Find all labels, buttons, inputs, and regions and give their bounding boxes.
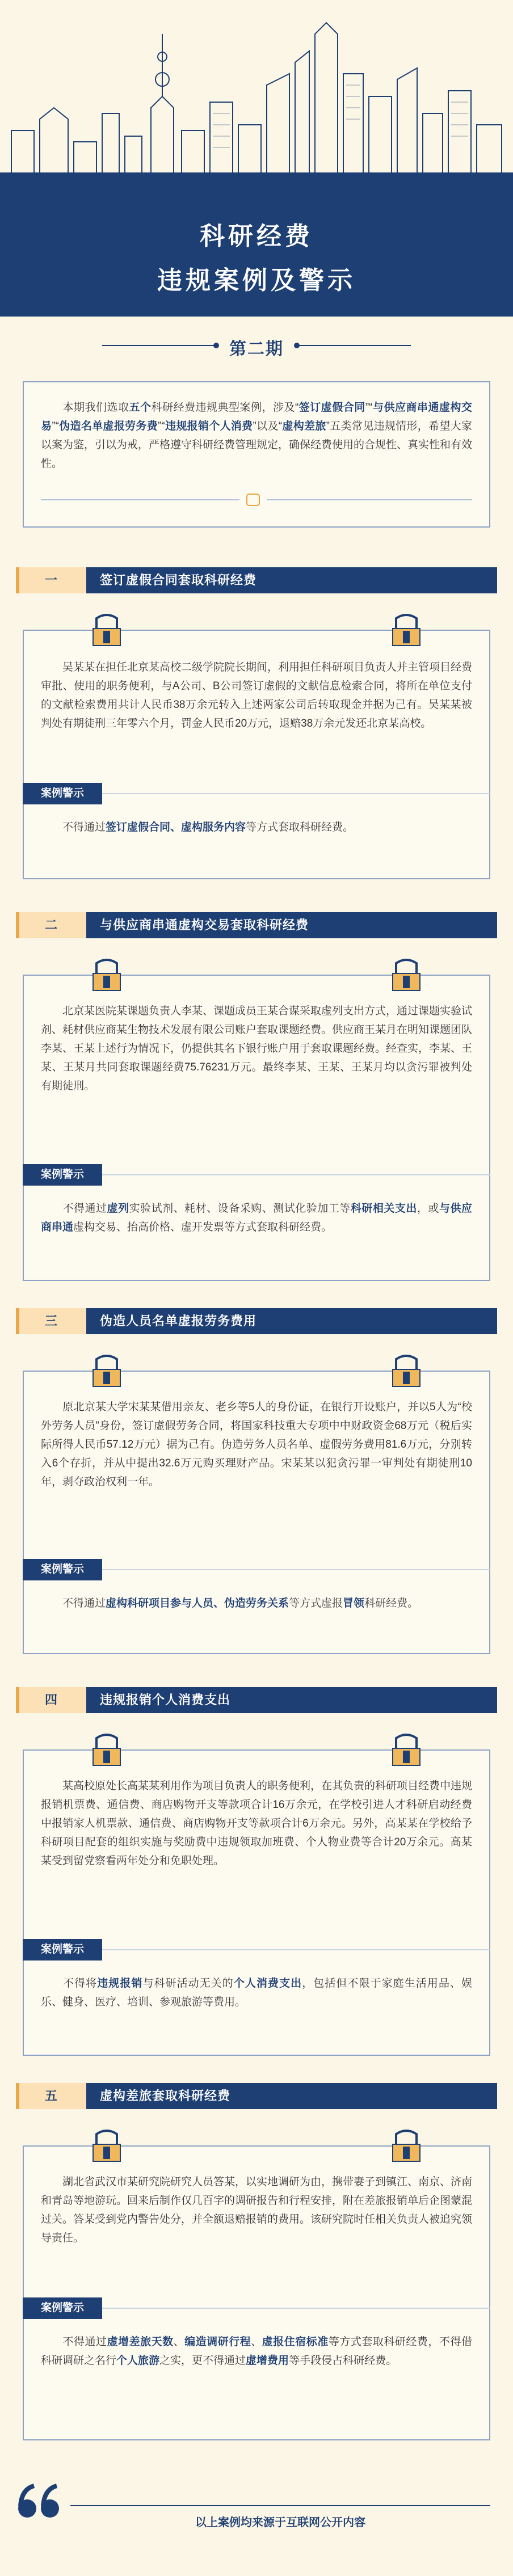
warning-tag: 案例警示: [23, 1939, 102, 1961]
binder-clip-icon: [390, 2130, 422, 2165]
section-2-case-text: 北京某医院某课题负责人李某、课题成员王某合谋采取虚列支出方式，通过课题实验试剂、耗材供应商某生物技术发展有限公司账户套取课题经费。供应商王某月在明知课题团队李某、王某上述行为情况下，仍提供其名下银行账户用于套取课题经费。经查实，李某、王某、王某月共同套取课题经费75.76231万元。最终李某、王某、王某月均以贪污罪被判处有期徒刑。: [41, 1005, 473, 1092]
section-4-header: [16, 1687, 497, 1713]
section-3-warning-header: [23, 1559, 490, 1580]
section-3-case-text: 原北京某大学宋某某借用亲友、老乡等5人的身份证，在银行开设账户，并以5人为“校外劳务人员”身份，签订虚假劳务合同，将国家科技重大专项中中财政资金68万元（税后实际所得人民币57.12万元）据为己有。伪造劳务人员名单、虚假劳务费用81.6万元，分别转入6个存折，并从中提出32.6万元购买理财产品。宋某某以犯贪污罪一审判处有期徒刑10年，剥夺政治权利一年。: [41, 1401, 472, 1488]
section-3-number: 三: [44, 1314, 57, 1328]
section-3-header: [16, 1308, 497, 1334]
binder-clip-icon: [390, 959, 422, 994]
section-1-warning-header: [23, 783, 490, 804]
warning-tag: 案例警示: [23, 1164, 102, 1186]
section-1-warning-text: 不得通过签订虚假合同、虚构服务内容等方式套取科研经费。: [62, 821, 354, 833]
binder-clip-icon: [390, 614, 422, 649]
section-4-title: 违规报销个人消费支出: [100, 1693, 231, 1707]
section-5-warning-text: 不得通过虚增差旅天数、编造调研行程、虚报住宿标准等方式套取科研经费，不得借科研调研之名行个人旅游之实，更不得通过虚增费用等手段侵占科研经费。: [41, 2336, 472, 2367]
section-2-warning-header: [23, 1164, 490, 1186]
section-4-warning-header: [23, 1939, 490, 1961]
intro-text: 本期我们选取五个科研经费违规典型案例，涉及“签订虚假合同”“与供应商串通虚构交易”“伪造名单虚报劳务费”“违规报销个人消费”以及“虚构差旅”五类常见违规情形，希望大家以案为鉴，引以为戒，严格遵守科研经费管理规定，确保经费使用的合规性、真实性和有效性。: [41, 402, 473, 470]
section-3-warning-text: 不得通过虚构科研项目参与人员、伪造劳务关系等方式虚报冒领科研经费。: [62, 1597, 419, 1609]
section-5-header: [16, 2083, 497, 2109]
binder-clip-icon: [91, 1734, 123, 1769]
footer-divider: [70, 2505, 490, 2506]
warning-tag: 案例警示: [23, 1559, 102, 1580]
page-title-line1: 科研经费: [200, 222, 313, 250]
section-1-number: 一: [44, 573, 57, 587]
section-5-warning-header: [23, 2297, 490, 2319]
section-4-case-text: 某高校原处长高某某利用作为项目负责人的职务便利，在其负责的科研项目经费中违规报销机票费、通信费、商店购物开支等款项合计16万余元，在学校引进人才科研启动经费中报销家人机票款、通信费、商店购物开支等款项合计6万余元。另外，高某某在学校给予科研项目配套的组织实施与奖励费中违规领取加班费、个人物业费等合计20万余元。高某某受到留党察看两年处分和免职处理。: [41, 1780, 473, 1867]
section-3-title: 伪造人员名单虚报劳务费用: [100, 1314, 257, 1328]
section-2-warning-text: 不得通过虚列实验试剂、耗材、设备采购、测试化验加工等科研相关支出，或与供应商串通虚构交易、抬高价格、虚开发票等方式套取科研经费。: [41, 1203, 472, 1233]
section-4-number: 四: [44, 1693, 57, 1707]
binder-clip-icon: [390, 1355, 422, 1390]
section-5-number: 五: [44, 2089, 57, 2103]
section-1-case-text: 吴某某在担任北京某高校二级学院院长期间，利用担任科研项目负责人并主管项目经费审批、使用的职务便利，与A公司、B公司签订虚假的文献信息检索合同，将所在单位支付的文献检索费用共计人民币38万余元转入上述两家公司后转取现金并据为己有。吴某某被判处有期徒刑三年零六个月，罚金人民币20万元，退赔38万余元发还北京某高校。: [41, 661, 473, 730]
section-4-warning-text: 不得将违规报销与科研活动无关的个人消费支出，包括但不限于家庭生活用品、娱乐、健身、医疗、培训、参观旅游等费用。: [41, 1978, 472, 2008]
issue-label: 第二期: [229, 340, 284, 359]
page-title-line2: 违规案例及警示: [157, 267, 356, 294]
intro-divider-left: [41, 499, 239, 500]
intro-divider-right: [267, 499, 472, 500]
binder-clip-icon: [91, 2130, 123, 2165]
warning-tag: 案例警示: [23, 2297, 102, 2319]
section-5-case-text: 湖北省武汉市某研究院研究人员答某，以实地调研为由，携带妻子到镇江、南京、济南和青岛等地游玩。回来后制作仅几百字的调研报告和行程安排，附在差旅报销单后企图蒙混过关。答某受到党内警告处分，并全额退赔报销的费用。该研究院时任相关负责人被追究领导责任。: [41, 2176, 473, 2244]
binder-clip-icon: [91, 1355, 123, 1390]
intro-decor-icon: [246, 494, 260, 506]
section-2-header: [16, 912, 497, 938]
warning-tag: 案例警示: [23, 783, 102, 804]
city-skyline-illustration: [0, 0, 513, 176]
section-2-title: 与供应商串通虚构交易套取科研经费: [100, 918, 309, 932]
footer-source-note: 以上案例均来源于互联网公开内容: [195, 2516, 365, 2529]
section-5-title: 虚构差旅套取科研经费: [100, 2089, 231, 2103]
quote-mark-icon: [15, 2484, 64, 2521]
binder-clip-icon: [91, 959, 123, 994]
section-1-header: [16, 567, 497, 593]
binder-clip-icon: [390, 1734, 422, 1769]
section-1-title: 签订虚假合同套取科研经费: [100, 573, 257, 587]
section-2-number: 二: [44, 918, 57, 932]
binder-clip-icon: [91, 614, 123, 649]
